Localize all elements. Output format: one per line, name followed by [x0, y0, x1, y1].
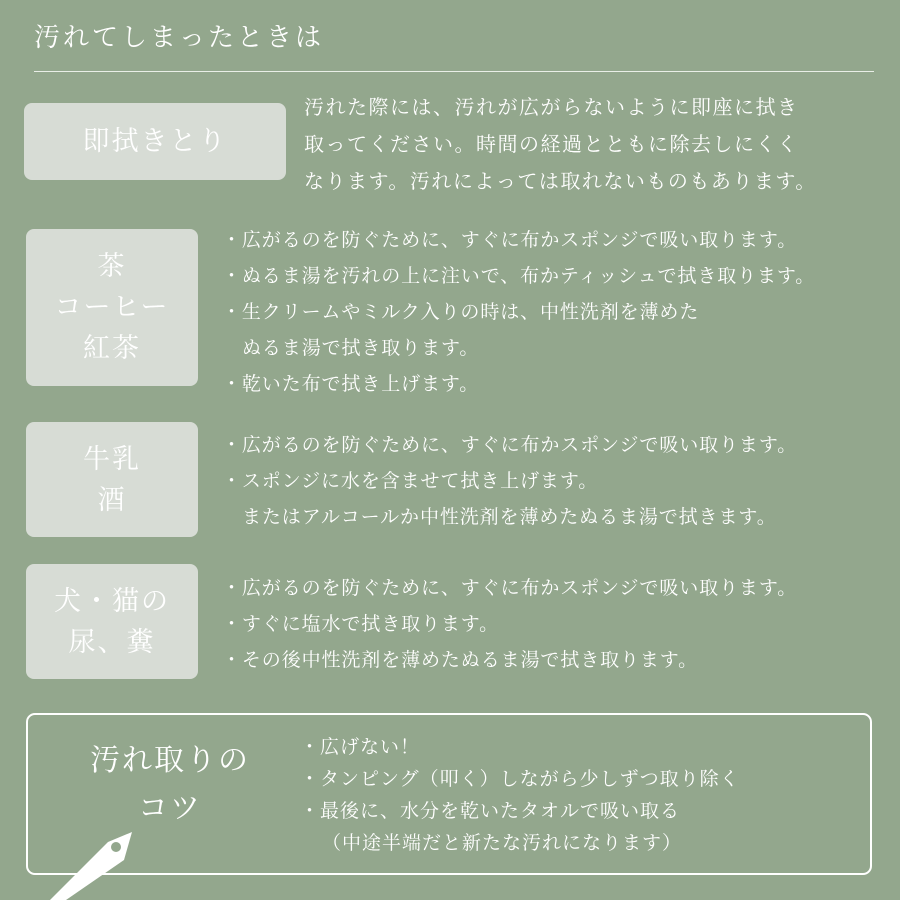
bullet-item: ・広がるのを防ぐために、すぐに布かスポンジで吸い取ります。 — [222, 434, 798, 456]
section-label-line: コーヒー — [54, 292, 170, 323]
bullet-item: ・乾いた布で拭き上げます。 — [222, 373, 480, 395]
section-label-line: 尿、糞 — [68, 626, 156, 658]
bullet-item: ・スポンジに水を含ませて拭き上げます。 — [222, 470, 599, 492]
tips-title-line: 汚れ取りの — [90, 743, 250, 778]
tip-item: ・最後に、水分を乾いたタオルで吸い取る — [300, 800, 681, 822]
section-label-line: 牛乳 — [83, 443, 141, 475]
tips-list — [300, 731, 740, 859]
tip-item: （中途半端だと新たな汚れになります） — [322, 832, 683, 854]
tips-box — [26, 713, 872, 875]
title-divider — [34, 71, 874, 72]
bullet-item: ・ぬるま湯を汚れの上に注いで、布かティッシュで拭き取ります。 — [222, 265, 816, 287]
tip-item: ・広げない！ — [300, 736, 421, 758]
bullet-item: またはアルコールか中性洗剤を薄めたぬるま湯で拭きます。 — [242, 506, 777, 528]
bullet-item: ・すぐに塩水で拭き取ります。 — [222, 613, 500, 635]
tip-item: ・タンピング（叩く）しながら少しずつ取り除く — [300, 768, 740, 790]
intro-label-text: 即拭きとり — [82, 126, 228, 157]
section-bullets-milk-sake — [222, 427, 887, 535]
tag-icon — [20, 802, 140, 900]
tips-title-line: コツ — [138, 791, 202, 826]
intro-line: 取ってください。時間の経過とともに除去しにくく — [304, 132, 799, 156]
section-label-line: 紅茶 — [83, 333, 141, 364]
intro-label — [24, 103, 286, 180]
section-bullets-tea-coffee — [222, 222, 887, 402]
section-label-line: 酒 — [97, 484, 127, 516]
bullet-item: ・広がるのを防ぐために、すぐに布かスポンジで吸い取ります。 — [222, 229, 798, 251]
intro-line: なります。汚れによっては取れないものもあります。 — [304, 169, 817, 193]
section-label-pet — [26, 564, 198, 679]
section-label-line: 茶 — [97, 251, 127, 282]
page-title: 汚れてしまったときは — [34, 23, 325, 53]
section-label-milk-sake — [26, 422, 198, 537]
section-label-line: 犬・猫の — [54, 585, 170, 617]
intro-text — [304, 89, 874, 200]
section-bullets-pet — [222, 570, 887, 678]
bullet-item: ・その後中性洗剤を薄めたぬるま湯で拭き取ります。 — [222, 649, 699, 671]
bullet-item: ・広がるのを防ぐために、すぐに布かスポンジで吸い取ります。 — [222, 577, 798, 599]
bullet-item: ぬるま湯で拭き取ります。 — [242, 337, 480, 359]
bullet-item: ・生クリームやミルク入りの時は、中性洗剤を薄めた — [222, 301, 700, 323]
intro-line: 汚れた際には、汚れが広がらないように即座に拭き — [304, 95, 799, 119]
section-label-tea-coffee — [26, 229, 198, 386]
